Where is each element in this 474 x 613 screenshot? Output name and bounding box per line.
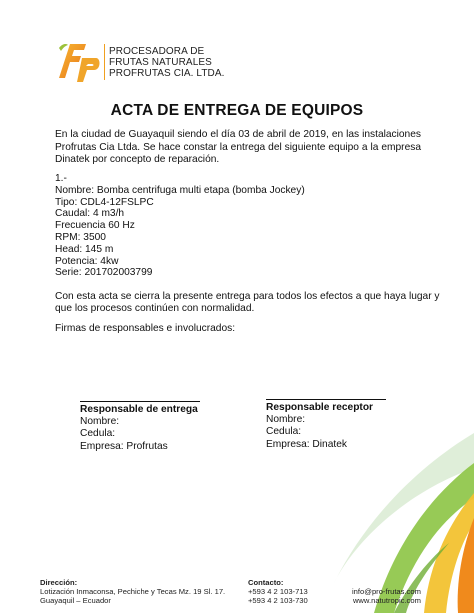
footer-website-link[interactable]: www.natutropic.com <box>352 596 421 606</box>
footer-address-label: Dirección: <box>40 578 78 587</box>
intro-line: En la ciudad de Guayaquil siendo el día 03 de abril de 2019, en las instalaciones <box>55 129 421 140</box>
signature-block-delivery <box>80 401 200 453</box>
intro-line: Profrutas Cia Ltda. Se hace constar la entrega del siguiente equipo a la empresa <box>55 141 421 153</box>
signatures-heading: Firmas de responsables e involucrados: <box>55 323 236 334</box>
equipment-details <box>55 173 305 279</box>
signature-role: Responsable receptor <box>266 402 374 413</box>
footer <box>0 560 474 613</box>
item-line: Serie: 201702003799 <box>55 267 153 279</box>
footer-address-line: Lotización Inmaconsa, Pechiche y Tecas Mz. 19 Sl. 17. <box>40 587 226 597</box>
signature-role: Responsable de entrega <box>80 404 198 415</box>
company-name-line: PROCESADORA DE <box>109 46 205 57</box>
footer-email-link[interactable]: info@pro-frutas.com <box>352 587 421 596</box>
logo-divider <box>104 44 105 80</box>
item-line: RPM: 3500 <box>55 231 106 243</box>
company-name-line: PROFRUTAS CIA. LTDA. <box>109 68 225 79</box>
footer-contact <box>248 578 308 606</box>
closing-line: Con esta acta se cierra la presente entrega para todos los efectos a que haya lugar y <box>55 291 440 302</box>
signature-name: Nombre: <box>266 414 306 426</box>
signature-id: Cedula: <box>266 426 302 438</box>
item-line: Head: 145 m <box>55 243 114 255</box>
item-line: Caudal: 4 m3/h <box>55 208 125 220</box>
item-number: 1.- <box>55 173 67 184</box>
item-line: Potencia: 4kw <box>55 255 119 267</box>
signature-line <box>80 401 200 402</box>
closing-line: que los procesos continúen con normalidad. <box>55 303 255 315</box>
footer-contact-label: Contacto: <box>248 578 284 587</box>
intro-paragraph <box>55 129 421 167</box>
item-line: Tipo: CDL4-12FSLPC <box>55 196 154 208</box>
signature-name: Nombre: <box>80 416 120 428</box>
signature-company: Empresa: Dinatek <box>266 438 347 450</box>
closing-paragraph <box>55 291 440 315</box>
footer-phone: +593 4 2 103-730 <box>248 596 308 606</box>
signature-id: Cedula: <box>80 428 116 440</box>
footer-web <box>352 587 421 605</box>
item-line: Nombre: Bomba centrifuga multi etapa (bomba Jockey) <box>55 184 305 196</box>
company-name <box>109 46 225 79</box>
document-title: ACTA DE ENTREGA DE EQUIPOS <box>110 102 364 119</box>
intro-line: Dinatek por concepto de reparación. <box>55 154 220 166</box>
signature-company: Empresa: Profrutas <box>80 440 168 452</box>
footer-address <box>40 578 225 606</box>
company-logo <box>56 40 102 86</box>
item-line: Frecuencia 60 Hz <box>55 220 135 232</box>
company-name-line: FRUTAS NATURALES <box>109 57 212 68</box>
signature-line <box>266 399 386 400</box>
footer-phone: +593 4 2 103-713 <box>248 587 308 597</box>
footer-address-line: Guayaquil – Ecuador <box>40 596 111 606</box>
